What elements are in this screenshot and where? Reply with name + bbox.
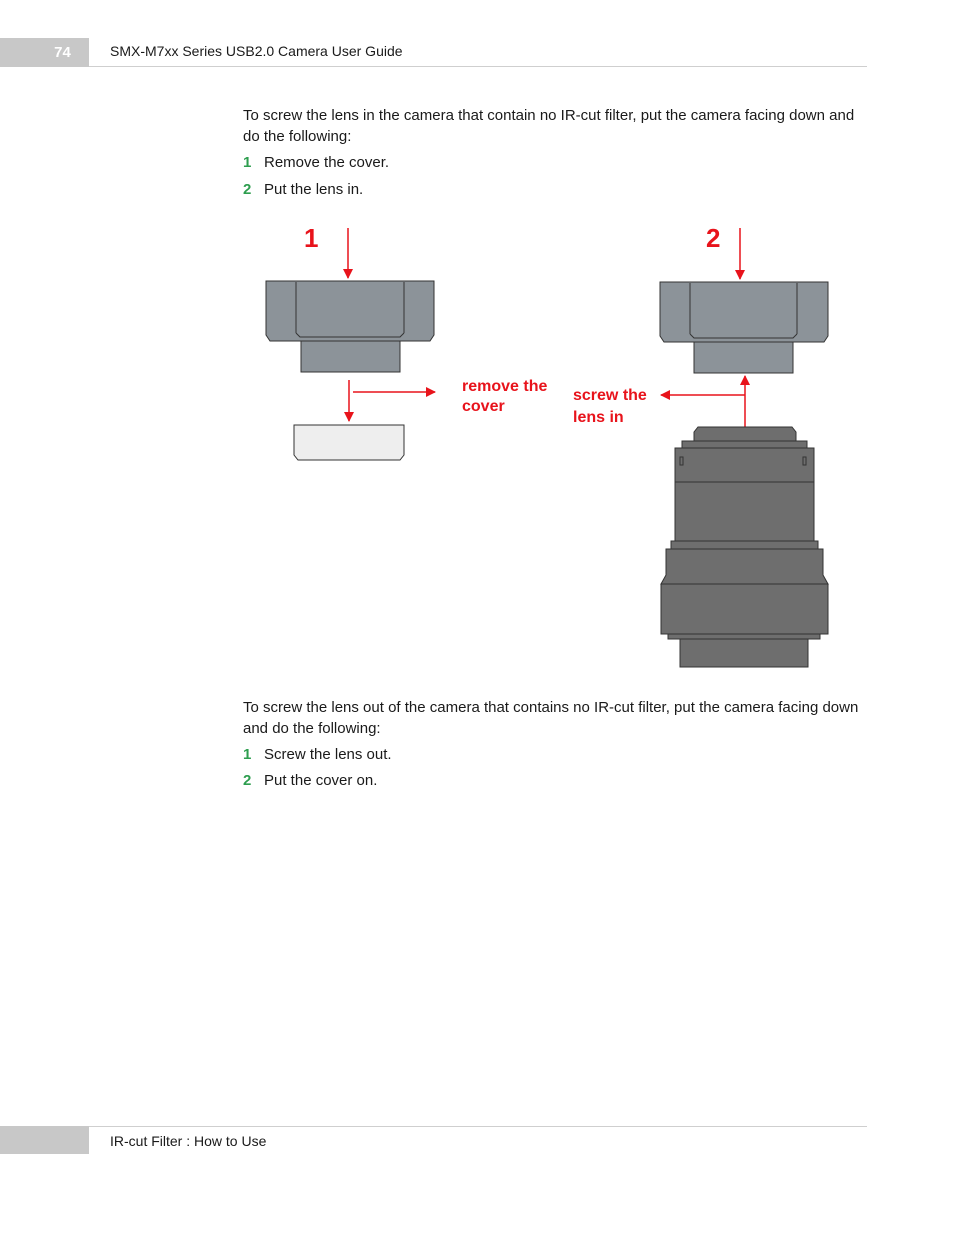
camera-lens	[661, 427, 828, 667]
section2-step-2	[243, 770, 377, 791]
camera-body-2	[660, 282, 828, 373]
step-number: 1	[243, 154, 252, 171]
step-text: Put the cover on.	[264, 772, 378, 789]
diagram-step-2-number: 2	[706, 223, 721, 253]
diagram-step-1-number: 1	[304, 223, 319, 253]
step-text: Remove the cover.	[264, 154, 390, 171]
step-number: 2	[243, 181, 252, 198]
lens-cover	[294, 425, 404, 460]
footer-section-title: IR-cut Filter : How to Use	[110, 1133, 267, 1149]
camera-body-1	[266, 281, 434, 372]
screw-lens-label-line2: lens in	[573, 409, 624, 426]
page-number: 74	[54, 44, 71, 61]
remove-cover-label-line2: cover	[462, 398, 505, 415]
step-text: Screw the lens out.	[264, 746, 392, 763]
section2-intro: To screw the lens out of the camera that contains no IR-cut filter, put the camera facing down and do the following:	[243, 699, 859, 737]
step-number: 1	[243, 746, 252, 763]
remove-cover-label-line1: remove the	[462, 378, 548, 395]
step-number: 2	[243, 772, 252, 789]
footer-divider	[89, 1126, 867, 1127]
section1-intro: To screw the lens in the camera that contain no IR-cut filter, put the camera facing down and do the following:	[243, 107, 855, 145]
footer-tab	[0, 1126, 89, 1154]
screw-lens-label-line1: screw the	[573, 387, 647, 404]
section2-step-1	[243, 744, 392, 765]
step-text: Put the lens in.	[264, 181, 364, 198]
header-title: SMX-M7xx Series USB2.0 Camera User Guide	[110, 43, 403, 59]
